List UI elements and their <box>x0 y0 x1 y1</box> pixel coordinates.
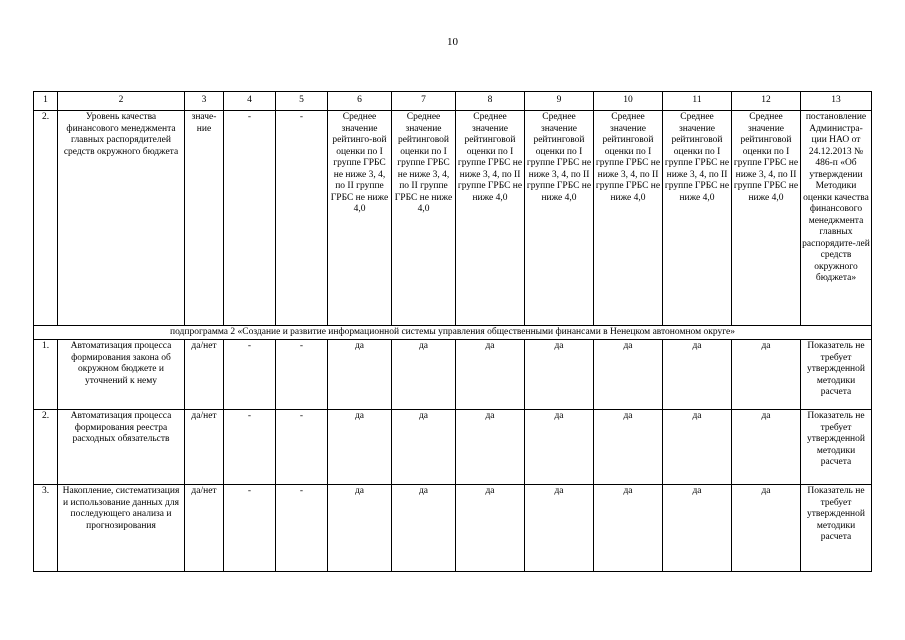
header-cell: 12 <box>732 92 801 111</box>
header-cell: 13 <box>801 92 872 111</box>
value-cell: да <box>594 485 663 572</box>
indicator-name: Автоматизация процесса формирования реестра расходных обязательств <box>58 410 185 485</box>
header-cell: 4 <box>224 92 276 111</box>
value-cell: Среднее значение рейтинговой оценки по I группе ГРБС не ниже 3, 4, по II группе ГРБС не ниже 4,0 <box>732 111 801 326</box>
value-cell: да <box>525 410 594 485</box>
value-cell: да <box>663 485 732 572</box>
header-cell: 10 <box>594 92 663 111</box>
table-row <box>34 410 872 485</box>
unit-cell: значе-ние <box>185 111 224 326</box>
header-cell: 9 <box>525 92 594 111</box>
value-cell: да <box>594 410 663 485</box>
value-cell: да <box>732 410 801 485</box>
value-cell: - <box>276 485 328 572</box>
header-row <box>34 92 872 111</box>
unit-cell: да/нет <box>185 485 224 572</box>
value-cell: Среднее значение рейтинговой оценки по I группе ГРБС не ниже 3, 4, по II группе ГРБС не ниже 4,0 <box>525 111 594 326</box>
value-cell: да <box>392 410 456 485</box>
subprogram-title: подпрограмма 2 «Создание и развитие информационной системы управления общественными финансами в Ненецком автономном округе» <box>34 326 872 340</box>
value-cell: - <box>276 410 328 485</box>
value-cell: да <box>663 340 732 410</box>
unit-cell: да/нет <box>185 340 224 410</box>
source-cell: постановление Администра-ции НАО от 24.12.2013 № 486-п «Об утверждении Методики оценки качества финансового менеджмента главных распорядите-лей средств окружного бюджета» <box>801 111 872 326</box>
value-cell: Среднее значение рейтинговой оценки по I группе ГРБС не ниже 3, 4, по II группе ГРБС не ниже 4,0 <box>392 111 456 326</box>
value-cell: - <box>224 340 276 410</box>
row-number: 2. <box>34 410 58 485</box>
value-cell: - <box>276 340 328 410</box>
value-cell: - <box>224 111 276 326</box>
value-cell: да <box>525 485 594 572</box>
indicator-name: Накопление, систематизация и использование данных для последующего анализа и прогнозирования <box>58 485 185 572</box>
value-cell: да <box>456 485 525 572</box>
value-cell: Среднее значение рейтинговой оценки по I группе ГРБС не ниже 3, 4, по II группе ГРБС не ниже 4,0 <box>663 111 732 326</box>
value-cell: - <box>224 410 276 485</box>
value-cell: да <box>456 340 525 410</box>
indicator-name: Уровень качества финансового менеджмента главных распорядителей средств окружного бюджета <box>58 111 185 326</box>
value-cell: да <box>594 340 663 410</box>
indicators-table <box>33 91 872 572</box>
page-number: 10 <box>447 36 458 48</box>
value-cell: да <box>392 340 456 410</box>
source-cell: Показатель не требует утвержденной методики расчета <box>801 340 872 410</box>
header-cell: 5 <box>276 92 328 111</box>
header-cell: 1 <box>34 92 58 111</box>
header-cell: 3 <box>185 92 224 111</box>
source-cell: Показатель не требует утвержденной методики расчета <box>801 410 872 485</box>
value-cell: да <box>525 340 594 410</box>
value-cell: Среднее значение рейтинговой оценки по I группе ГРБС не ниже 3, 4, по II группе ГРБС не ниже 4,0 <box>456 111 525 326</box>
subprogram-row <box>34 326 872 340</box>
value-cell: да <box>328 340 392 410</box>
value-cell: да <box>328 410 392 485</box>
row-number: 3. <box>34 485 58 572</box>
row-number: 2. <box>34 111 58 326</box>
table-row <box>34 111 872 326</box>
unit-cell: да/нет <box>185 410 224 485</box>
value-cell: Среднее значение рейтинговой оценки по I группе ГРБС не ниже 3, 4, по II группе ГРБС не ниже 4,0 <box>594 111 663 326</box>
value-cell: да <box>392 485 456 572</box>
value-cell: да <box>732 340 801 410</box>
source-cell: Показатель не требует утвержденной методики расчета <box>801 485 872 572</box>
header-cell: 2 <box>58 92 185 111</box>
header-cell: 7 <box>392 92 456 111</box>
value-cell: да <box>328 485 392 572</box>
value-cell: да <box>456 410 525 485</box>
header-cell: 8 <box>456 92 525 111</box>
row-number: 1. <box>34 340 58 410</box>
indicator-name: Автоматизация процесса формирования закона об окружном бюджете и уточнений к нему <box>58 340 185 410</box>
header-cell: 6 <box>328 92 392 111</box>
value-cell: да <box>663 410 732 485</box>
value-cell: - <box>276 111 328 326</box>
value-cell: - <box>224 485 276 572</box>
header-cell: 11 <box>663 92 732 111</box>
value-cell: да <box>732 485 801 572</box>
value-cell: Среднее значение рейтинго-вой оценки по I группе ГРБС не ниже 3, 4, по II группе ГРБС не ниже 4,0 <box>328 111 392 326</box>
table-row <box>34 340 872 410</box>
table-row <box>34 485 872 572</box>
